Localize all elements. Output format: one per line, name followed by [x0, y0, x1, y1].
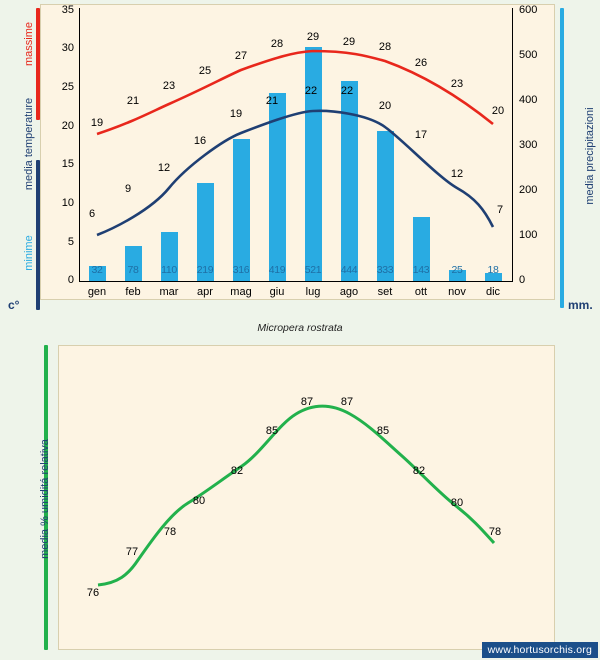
ytick-10: 10	[61, 197, 74, 209]
barlabel-apr: 219	[196, 264, 214, 276]
humlabel-nov: 80	[450, 497, 464, 509]
barlabel-mag: 316	[232, 264, 250, 276]
humlabel-ott: 82	[412, 465, 426, 477]
humidity-axis-title: media % umiditá relativa	[39, 439, 51, 559]
massime-axis-label: massime	[23, 22, 35, 67]
y2tick-200: 200	[519, 184, 538, 196]
y2tick-600: 600	[519, 4, 538, 16]
xtick-apr: apr	[197, 286, 213, 298]
ytick-25: 25	[61, 81, 74, 93]
humlabel-gen: 76	[86, 587, 100, 599]
ytick-20: 20	[61, 120, 74, 132]
species-name: Micropera rostrata	[257, 322, 343, 334]
ytick-0: 0	[67, 274, 74, 286]
ytick-15: 15	[61, 158, 74, 170]
ytick-5: 5	[67, 236, 74, 248]
barlabel-mar: 110	[161, 264, 177, 276]
humlabel-apr: 80	[192, 495, 206, 507]
y2tick-400: 400	[519, 94, 538, 106]
barlabel-set: 333	[376, 264, 394, 276]
humlabel-feb: 77	[125, 546, 139, 558]
humlabel-mag: 82	[230, 465, 244, 477]
humlabel-mar: 78	[163, 526, 177, 538]
maxlabel-giu: 28	[270, 38, 284, 50]
website-watermark[interactable]: www.hortusorchis.org	[482, 642, 598, 658]
xtick-mag: mag	[230, 286, 252, 298]
xtick-giu: giu	[269, 286, 285, 298]
xtick-set: set	[377, 286, 393, 298]
humlabel-giu: 85	[265, 425, 279, 437]
precipitation-axis-title: media precipitazioni	[584, 107, 596, 205]
maxlabel-dic: 20	[491, 105, 505, 117]
xtick-feb: feb	[125, 286, 141, 298]
y2tick-100: 100	[519, 229, 538, 241]
mm-unit-label: mm.	[568, 298, 593, 312]
humlabel-lug: 87	[300, 396, 314, 408]
humlabel-dic: 78	[488, 526, 502, 538]
maxlabel-mar: 23	[162, 80, 176, 92]
barlabel-feb: 78	[127, 264, 139, 276]
barlabel-giu: 419	[268, 264, 286, 276]
minlabel-ago: 22	[340, 85, 354, 97]
xtick-lug: lug	[305, 286, 321, 298]
maxlabel-mag: 27	[234, 50, 248, 62]
barlabel-nov: 25	[451, 264, 463, 276]
minlabel-dic: 7	[496, 204, 504, 216]
barlabel-ott: 143	[412, 264, 430, 276]
maxlabel-lug: 29	[306, 31, 320, 43]
minlabel-set: 20	[378, 100, 392, 112]
y2tick-300: 300	[519, 139, 538, 151]
maxlabel-feb: 21	[126, 95, 140, 107]
minlabel-gen: 6	[88, 208, 96, 220]
ytick-30: 30	[61, 42, 74, 54]
minlabel-lug: 22	[304, 85, 318, 97]
minlabel-nov: 12	[450, 168, 464, 180]
y2tick-500: 500	[519, 49, 538, 61]
maxlabel-gen: 19	[90, 117, 104, 129]
maxlabel-set: 28	[378, 41, 392, 53]
xtick-gen: gen	[87, 286, 107, 298]
ytick-35: 35	[61, 4, 74, 16]
maxlabel-ago: 29	[342, 36, 356, 48]
minlabel-mag: 19	[229, 108, 243, 120]
minlabel-giu: 21	[265, 95, 279, 107]
humlabel-ago: 87	[340, 396, 354, 408]
barlabel-dic: 18	[487, 264, 499, 276]
minime-axis-label: minime	[23, 235, 35, 271]
xtick-ago: ago	[339, 286, 359, 298]
maxlabel-apr: 25	[198, 65, 212, 77]
minlabel-mar: 12	[157, 162, 171, 174]
xtick-ott: ott	[414, 286, 428, 298]
humidity-curve	[98, 406, 494, 585]
minlabel-apr: 16	[193, 135, 207, 147]
xtick-mar: mar	[159, 286, 179, 298]
maxlabel-ott: 26	[414, 57, 428, 69]
minlabel-feb: 9	[124, 183, 132, 195]
celsius-unit-label: c°	[8, 298, 20, 312]
xtick-dic: dic	[485, 286, 501, 298]
y2tick-0: 0	[519, 274, 526, 286]
barlabel-ago: 444	[340, 264, 358, 276]
xtick-nov: nov	[448, 286, 466, 298]
barlabel-gen: 32	[91, 264, 103, 276]
temperature-axis-title: media temperature	[23, 97, 35, 191]
maxlabel-nov: 23	[450, 78, 464, 90]
minlabel-ott: 17	[414, 129, 428, 141]
barlabel-lug: 521	[304, 264, 322, 276]
humlabel-set: 85	[376, 425, 390, 437]
